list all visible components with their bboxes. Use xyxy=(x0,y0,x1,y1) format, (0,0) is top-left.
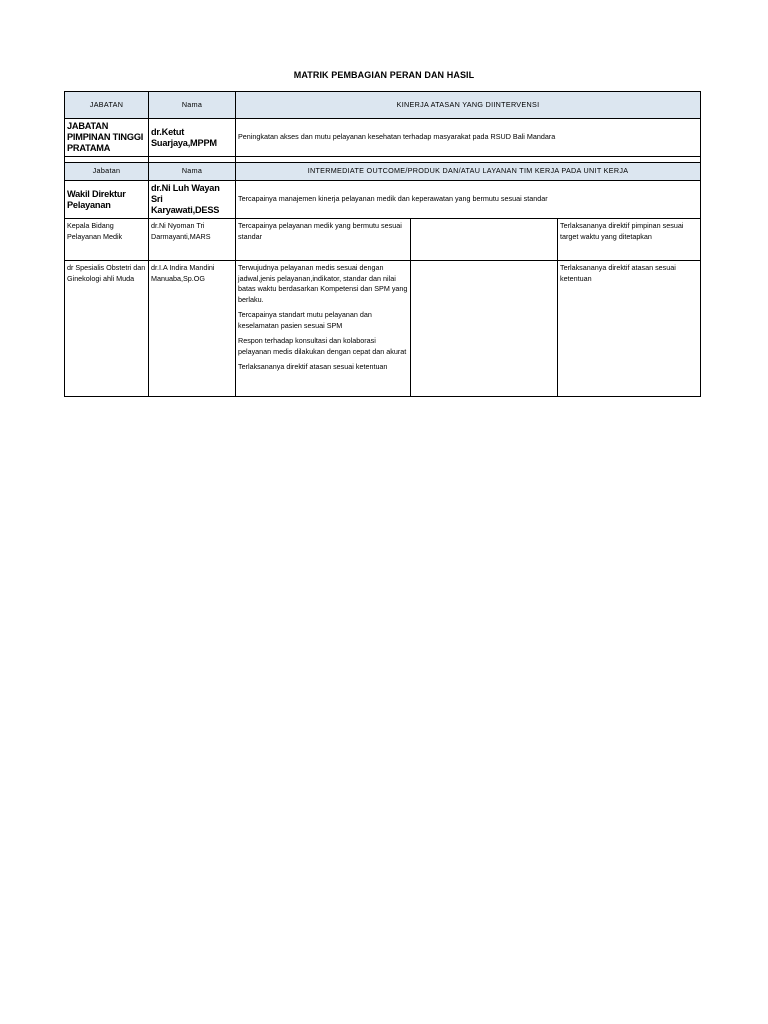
outcome-item: Terwujudnya pelayanan medis sesuai dengan jadwal,jenis pelayanan,indikator, standar dan nilai batas waktu berdasarkan Kompetensi dan SPM yang berlaku. xyxy=(238,263,408,304)
outcome-item: Tercapainya standart mutu pelayanan dan keselamatan pasien sesuai SPM xyxy=(238,310,372,330)
table-row-wadir xyxy=(65,181,701,219)
header-outcome: INTERMEDIATE OUTCOME/PRODUK DAN/ATAU LAYANAN TIM KERJA PADA UNIT KERJA xyxy=(236,163,701,181)
cell-jabatan: Wakil Direktur Pelayanan xyxy=(65,181,149,219)
outcome-item: Terlaksananya direktif atasan sesuai ketentuan xyxy=(238,362,388,371)
document-title: MATRIK PEMBAGIAN PERAN DAN HASIL xyxy=(293,70,475,80)
header-nama: Nama xyxy=(149,92,236,119)
header-nama: Nama xyxy=(149,163,236,181)
table-row-pimpinan xyxy=(65,119,701,157)
header-jabatan: Jabatan xyxy=(65,163,149,181)
table-row-spesialis xyxy=(65,261,701,397)
header-kinerja: KINERJA ATASAN YANG DIINTERVENSI xyxy=(236,92,701,119)
cell-outcomes xyxy=(236,261,411,397)
cell-jabatan: Kepala Bidang Pelayanan Medik xyxy=(65,219,149,261)
outcome-item: Respon terhadap konsultasi dan kolaborasi pelayanan medis dilakukan dengan cepat dan akurat xyxy=(238,336,407,356)
cell-nama: dr.I.A Indira Mandini Manuaba,Sp.OG xyxy=(149,261,236,397)
header-jabatan: JABATAN xyxy=(65,92,149,119)
header-row-kinerja xyxy=(65,92,701,119)
cell-direktif: Terlaksananya direktif atasan sesuai ketentuan xyxy=(558,261,701,397)
cell-nama: dr.Ni Nyoman Tri Darmayanti,MARS xyxy=(149,219,236,261)
cell-outcome: Tercapainya manajemen kinerja pelayanan medik dan keperawatan yang bermutu sesuai standar xyxy=(236,181,701,219)
cell-nama: dr.Ni Luh Wayan Sri Karyawati,DESS xyxy=(149,181,236,219)
cell-direktif: Terlaksananya direktif pimpinan sesuai target waktu yang ditetapkan xyxy=(558,219,701,261)
cell-empty xyxy=(411,219,558,261)
role-matrix-table xyxy=(64,91,701,397)
cell-kinerja: Peningkatan akses dan mutu pelayanan kesehatan terhadap masyarakat pada RSUD Bali Mandara xyxy=(236,119,701,157)
cell-outcome: Tercapainya pelayanan medik yang bermutu sesuai standar xyxy=(236,219,411,261)
header-row-outcome xyxy=(65,163,701,181)
cell-nama: dr.Ketut Suarjaya,MPPM xyxy=(149,119,236,157)
cell-empty xyxy=(411,261,558,397)
cell-jabatan: dr Spesialis Obstetri dan Ginekologi ahli Muda xyxy=(65,261,149,397)
cell-jabatan: JABATAN PIMPINAN TINGGI PRATAMA xyxy=(65,119,149,157)
table-row-kabid xyxy=(65,219,701,261)
